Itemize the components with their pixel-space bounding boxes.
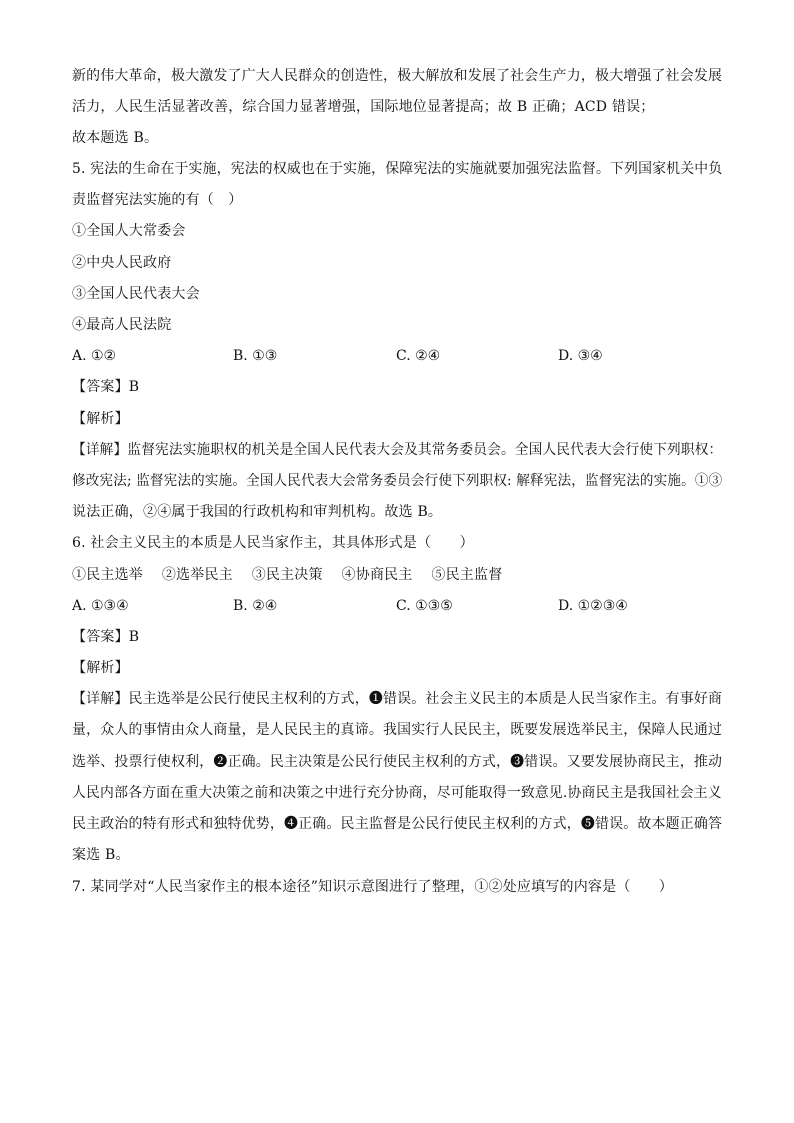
q5-item-2: ②中央人民政府 [72,255,172,271]
intro-line-3: 故本题选 B。 [72,130,159,146]
q6-option-a: A. ①③④ [72,598,129,614]
intro-line-2: 活力，人民生活显著改善，综合国力显著增强，国际地位显著提高；故 B 正确；ACD 错误； [72,99,655,115]
q5-detail-line-1: 【详解】监督宪法实施职权的机关是全国人民代表大会及其常务委员会。全国人民代表大会行使下列职权： [72,442,723,458]
q5-stem-line-1: 5. 宪法的生命在于实施，宪法的权威也在于实施，保障宪法的实施就要加强宪法监督。下列国家机关中负 [72,161,723,177]
q6-detail-line-3: 选举、投票行使权利，❷正确。民主决策是公民行使民主权利的方式，❸错误。又要发展协商民主，推动 [72,754,723,770]
q6-detail-line-4: 人民内部各方面在重大决策之前和决策之中进行充分协商，尽可能取得一致意见.协商民主是我国社会主义 [72,785,722,801]
intro-line-1: 新的伟大革命，极大激发了广大人民群众的创造性，极大解放和发展了社会生产力，极大增强了社会发展 [72,68,723,84]
q5-item-4: ④最高人民法院 [72,317,172,333]
q5-item-3: ③全国人民代表大会 [72,286,200,302]
q6-answer: 【答案】B [72,629,140,645]
q6-items: ①民主选举 ②选举民主 ③民主决策 ④协商民主 ⑤民主监督 [72,567,503,583]
q7-stem: 7. 某同学对“人民当家作主的根本途径”知识示意图进行了整理，①②处应填写的内容是（ ） [72,879,674,895]
q5-answer: 【答案】B [72,379,140,395]
q5-analysis-label: 【解析】 [72,411,129,427]
q6-stem: 6. 社会主义民主的本质是人民当家作主，其具体形式是（ ） [72,535,474,551]
q5-stem-line-2: 责监督宪法实施的有（ ） [72,192,243,208]
q6-option-c: C. ①③⑤ [396,598,453,614]
q6-detail-line-5: 民主政治的特有形式和独特优势，❹正确。民主监督是公民行使民主权利的方式，❺错误。故本题正确答 [72,816,723,832]
q6-detail-line-2: 量，众人的事情由众人商量，是人民民主的真谛。我国实行人民民主，既要发展选举民主，保障人民通过 [72,722,723,738]
q5-item-1: ①全国人大常委会 [72,223,186,239]
q6-detail-line-1: 【详解】民主选举是公民行使民主权利的方式，❶错误。社会主义民主的本质是人民当家作主。有事好商 [72,691,723,707]
q5-detail-line-3: 说法正确，②④属于我国的行政机构和审判机构。故选 B。 [72,504,443,520]
q5-detail-line-2: 修改宪法; 监督宪法的实施。全国人民代表大会常务委员会行使下列职权: 解释宪法，监督宪法的实施。①③ [72,473,723,489]
q6-analysis-label: 【解析】 [72,660,129,676]
q6-option-d: D. ①②③④ [558,598,628,614]
q6-detail-line-6: 案选 B。 [72,847,130,863]
q5-option-d: D. ③④ [558,348,603,364]
q6-option-b: B. ②④ [233,598,278,614]
q5-option-a: A. ①② [72,348,117,364]
q5-option-b: B. ①③ [233,348,278,364]
q5-option-c: C. ②④ [396,348,441,364]
